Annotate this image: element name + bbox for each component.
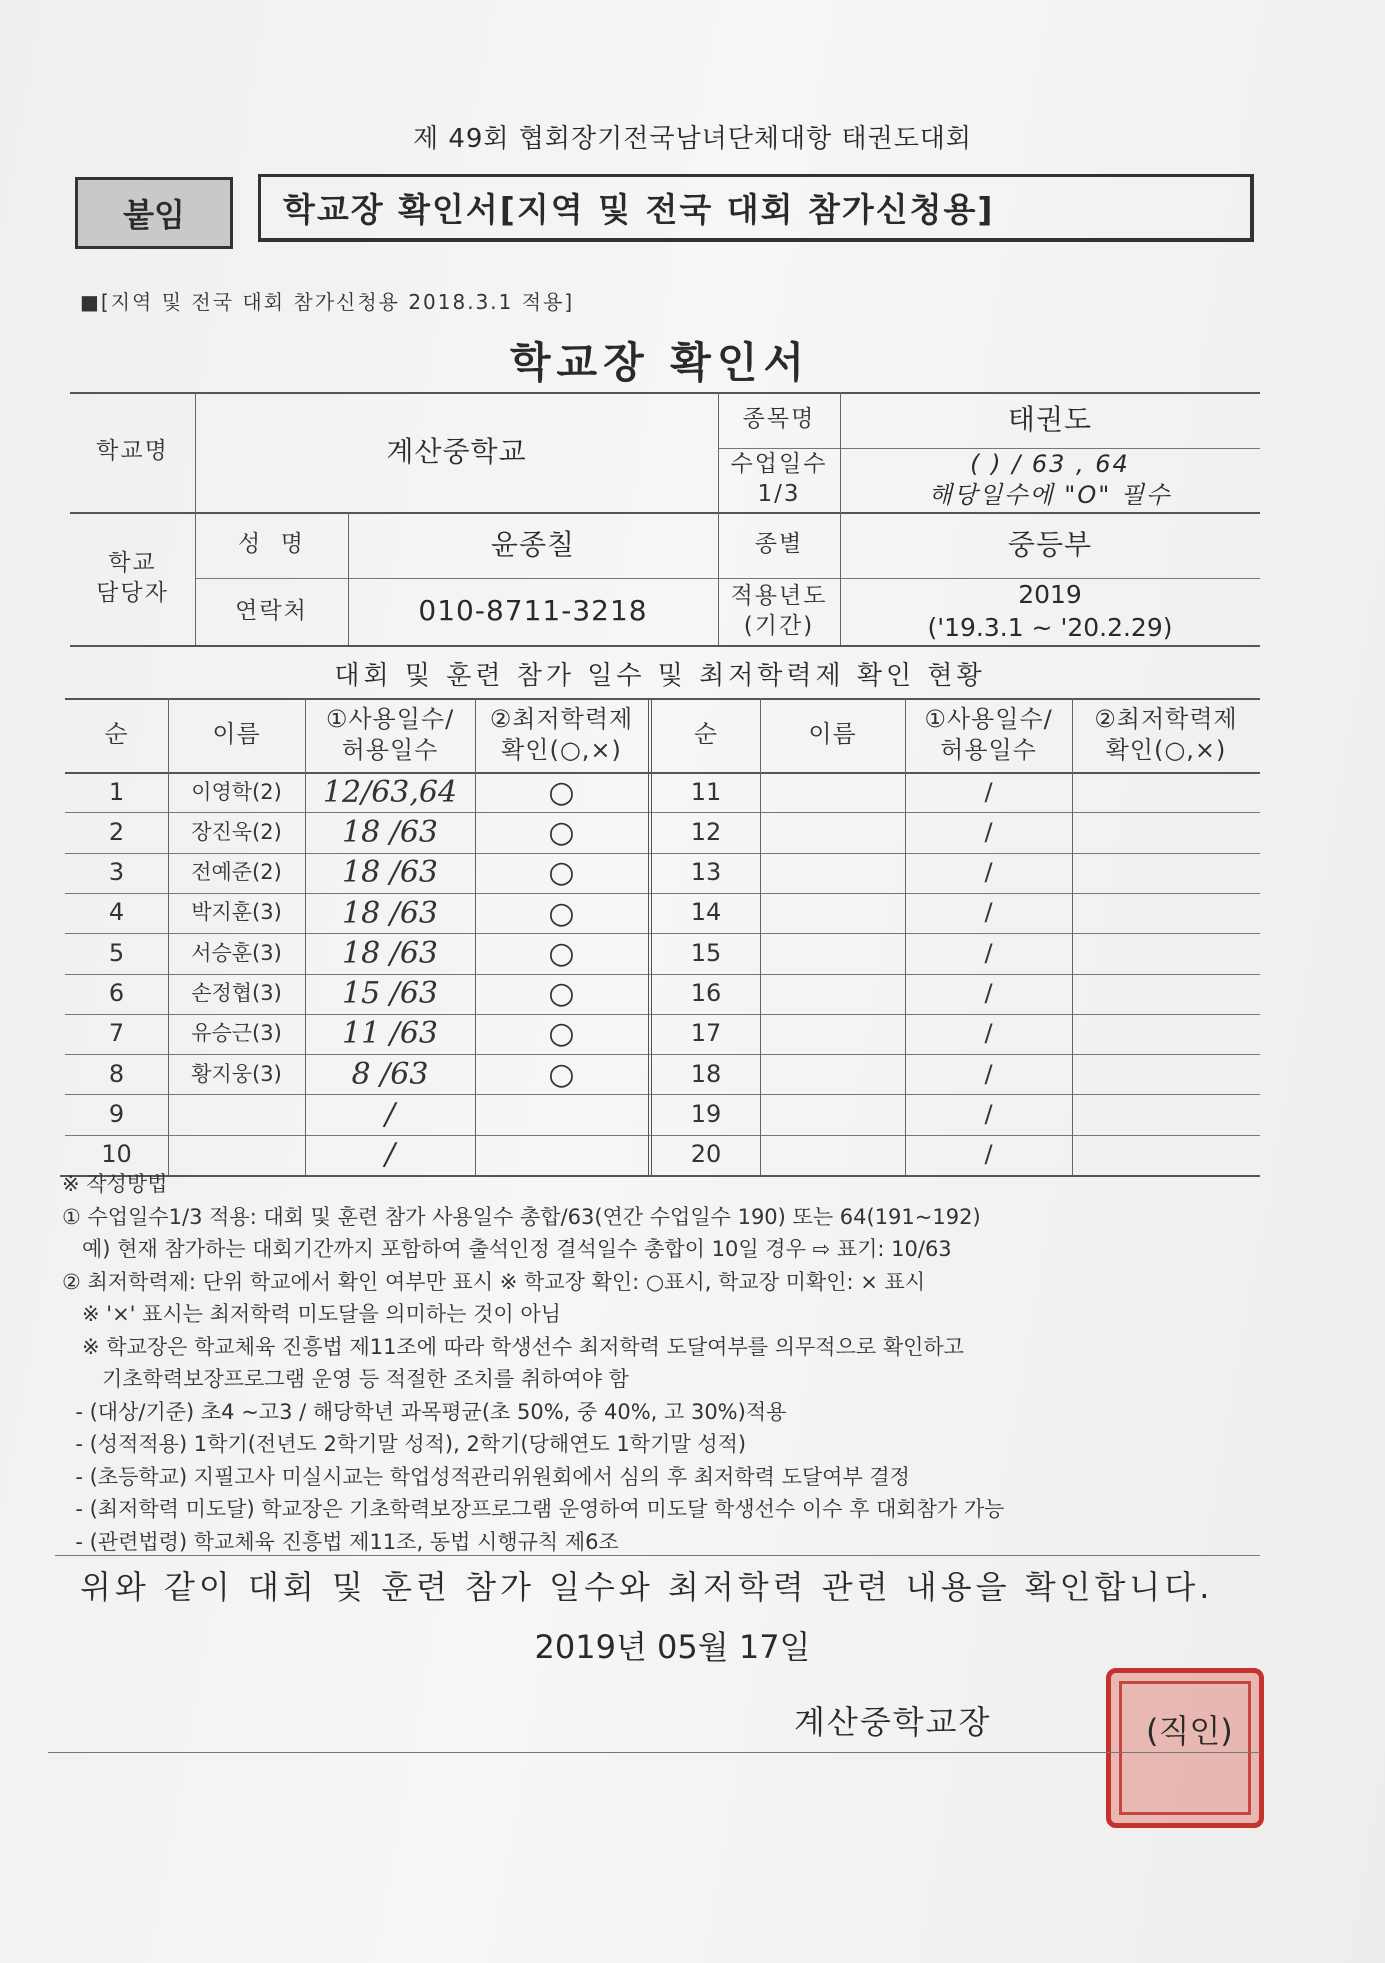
days-value xyxy=(840,448,1260,512)
left-row-4-no: 4 xyxy=(108,898,125,927)
left-row-8-name: 황지웅(3) xyxy=(191,1061,282,1086)
right-row-8-name xyxy=(760,1054,905,1094)
header-days-right xyxy=(905,698,1072,772)
header-days xyxy=(305,698,475,772)
right-row-5-name xyxy=(760,933,905,973)
left-row-7-days: 11 /63 xyxy=(342,1016,438,1052)
header-no: 순 xyxy=(104,720,129,749)
right-row-6-check xyxy=(1072,974,1260,1014)
right-row-7-no: 17 xyxy=(690,1019,722,1048)
left-row-5-no: 5 xyxy=(108,938,125,967)
right-row-8-check xyxy=(1072,1054,1260,1094)
right-row-6-name xyxy=(760,974,905,1014)
year-label xyxy=(718,578,840,645)
days-label-line2: 1/3 xyxy=(757,481,801,507)
writing-instructions xyxy=(62,1168,1272,1558)
left-row-5-days: 18 /63 xyxy=(342,935,438,971)
year-value xyxy=(840,578,1260,645)
year-label-line2: (기간) xyxy=(743,612,815,639)
main-title: 학교장 확인서 xyxy=(509,338,811,387)
left-row-8-check: ○ xyxy=(548,1056,575,1092)
left-row-6-no: 6 xyxy=(108,979,125,1008)
right-row-5-days: / xyxy=(984,938,993,967)
right-row-8-no: 18 xyxy=(690,1059,722,1088)
right-row-3-days: / xyxy=(984,858,993,887)
right-row-3-check xyxy=(1072,853,1260,893)
note-line: 예) 현재 참가하는 대회기간까지 포함하여 출석인정 결석일수 총합이 10일 경우 ⇨ 표기: 10/63 xyxy=(62,1237,952,1261)
right-row-5-check xyxy=(1072,933,1260,973)
note-line: - (성적적용) 1학기(전년도 2학기말 성적), 2학기(당해연도 1학기말 성적) xyxy=(62,1432,747,1456)
left-row-2-days: 18 /63 xyxy=(342,814,438,850)
right-row-1-no: 11 xyxy=(690,777,722,806)
left-row-1-no: 1 xyxy=(108,777,125,806)
header-no-right: 순 xyxy=(693,720,719,749)
left-row-9-check xyxy=(475,1094,648,1134)
manager-label-line2: 담당자 xyxy=(96,579,169,606)
left-row-2-no: 2 xyxy=(108,817,125,846)
right-row-8-days: / xyxy=(984,1059,993,1088)
left-row-1-name: 이영학(2) xyxy=(191,779,282,804)
event-value: 태권도 xyxy=(1007,402,1093,436)
header-days-line2: 허용일수 xyxy=(341,736,439,764)
right-row-4-check xyxy=(1072,893,1260,933)
right-row-5-no: 15 xyxy=(690,938,722,967)
left-row-10-days: / xyxy=(384,1137,396,1173)
right-row-9-days: / xyxy=(984,1099,993,1128)
left-row-4-name: 박지훈(3) xyxy=(191,900,282,925)
right-row-2-name xyxy=(760,812,905,852)
right-row-1-days: / xyxy=(984,777,993,806)
note-line: ② 최저학력제: 단위 학교에서 확인 여부만 표시 ※ 학교장 확인: ○표시, 학교장 미확인: × 표시 xyxy=(62,1269,926,1294)
info-line-bottom xyxy=(70,645,1260,647)
note-line: - (대상/기준) 초4 ~고3 / 해당학년 과목평균(초 50%, 중 40%, 고 30%)적용 xyxy=(62,1399,787,1424)
left-row-2-name: 장진욱(2) xyxy=(191,819,282,844)
footer-line xyxy=(48,1752,1260,1753)
right-row-7-days: / xyxy=(984,1019,993,1048)
left-row-3-check: ○ xyxy=(548,855,575,891)
left-row-7-name: 유승근(3) xyxy=(191,1021,282,1046)
note-line: - (관련법령) 학교체육 진흥법 제11조, 동법 시행규칙 제6조 xyxy=(62,1529,619,1554)
contact-value: 010-8711-3218 xyxy=(418,594,648,628)
manager-label xyxy=(70,512,195,645)
division-value: 중등부 xyxy=(1007,527,1093,561)
right-row-1-check xyxy=(1072,772,1260,812)
left-row-9-name xyxy=(168,1094,305,1134)
header-check-right-line2: 확인(○,×) xyxy=(1105,736,1227,764)
school-label: 학교명 xyxy=(96,438,169,465)
left-row-5-check: ○ xyxy=(548,935,575,971)
left-row-6-days: 15 /63 xyxy=(342,976,438,1012)
attachment-tag: 붙임 xyxy=(75,177,233,249)
days-label-line1: 수업일수 xyxy=(730,451,828,478)
event-label: 종목명 xyxy=(742,406,816,433)
right-row-9-name xyxy=(760,1094,905,1134)
year-value-line2: ('19.3.1 ~ '20.2.29) xyxy=(927,612,1173,642)
header-days-right-line1: ①사용일수/ xyxy=(924,704,1053,733)
left-row-7-check: ○ xyxy=(548,1016,575,1052)
header-days-right-line2: 허용일수 xyxy=(940,736,1037,764)
days-label xyxy=(718,448,840,512)
name-value: 윤종칠 xyxy=(490,527,576,561)
event-title: 제 49회 협회장기전국남녀단체대항 태권도대회 xyxy=(412,124,973,154)
right-row-2-days: / xyxy=(984,817,993,846)
note-line: - (최저학력 미도달) 학교장은 기초학력보장프로그램 운영하여 미도달 학생선수 이수 후 대회참가 가능 xyxy=(62,1497,1005,1521)
right-row-3-no: 13 xyxy=(690,858,722,887)
header-check xyxy=(475,698,648,772)
left-row-4-days: 18 /63 xyxy=(342,895,438,931)
right-row-7-check xyxy=(1072,1014,1260,1054)
left-row-2-check: ○ xyxy=(548,814,575,850)
note-line: ※ 학교장은 학교체육 진흥법 제11조에 따라 학생선수 최저학력 도달여부를 의무적으로 확인하고 xyxy=(62,1334,964,1359)
header-days-line1: ①사용일수/ xyxy=(325,704,455,733)
left-row-1-days: 12/63,64 xyxy=(322,774,458,810)
header-check-line2: 확인(○,×) xyxy=(501,736,622,764)
note-line: ※ '×' 표시는 최저학력 미도달을 의미하는 것이 아님 xyxy=(62,1302,561,1326)
principal-signature-line: 계산중학교장 xyxy=(794,1703,992,1741)
right-row-10-no: 20 xyxy=(690,1140,722,1169)
seal-label: (직인) xyxy=(1146,1712,1233,1750)
left-row-6-name: 손정협(3) xyxy=(191,981,282,1005)
notes-divider xyxy=(55,1555,1260,1556)
right-row-6-days: / xyxy=(984,979,993,1008)
right-row-9-check xyxy=(1072,1094,1260,1134)
left-row-10-no: 10 xyxy=(101,1140,132,1169)
header-check-right xyxy=(1072,698,1260,772)
right-row-4-days: / xyxy=(984,898,993,927)
left-row-9-no: 9 xyxy=(108,1099,125,1128)
left-row-3-name: 전예준(2) xyxy=(191,860,282,885)
days-value-line2: 해당일수에 "O" 필수 xyxy=(928,481,1172,509)
right-row-6-no: 16 xyxy=(690,979,722,1008)
right-row-1-name xyxy=(760,772,905,812)
year-value-line1: 2019 xyxy=(1018,580,1082,609)
note-line: ※ 작성방법 xyxy=(62,1172,168,1196)
header-name-right: 이름 xyxy=(808,720,857,749)
right-row-9-no: 19 xyxy=(690,1099,722,1128)
section-title: 대회 및 훈련 참가 일수 및 최저학력제 확인 현황 xyxy=(334,661,986,691)
issue-date: 2019년 05월 17일 xyxy=(534,1628,811,1666)
note-line: - (초등학교) 지필고사 미실시교는 학업성적관리위원회에서 심의 후 최저학력 도달여부 결정 xyxy=(62,1464,910,1489)
manager-label-line1: 학교 xyxy=(108,549,157,576)
left-row-6-check: ○ xyxy=(548,976,575,1012)
left-row-4-check: ○ xyxy=(548,895,575,931)
right-row-4-no: 14 xyxy=(690,898,722,927)
right-row-10-days: / xyxy=(984,1140,993,1169)
header-check-line1: ②최저학력제 xyxy=(489,704,634,733)
left-row-3-days: 18 /63 xyxy=(342,855,438,891)
right-row-2-check xyxy=(1072,812,1260,852)
days-value-line1: ( ) / 63 , 64 xyxy=(970,449,1130,478)
header-name: 이름 xyxy=(212,720,261,749)
confirmation-statement: 위와 같이 대회 및 훈련 참가 일수와 최저학력 관련 내용을 확인합니다. xyxy=(80,1568,1214,1606)
left-row-7-no: 7 xyxy=(108,1019,125,1048)
division-label: 종별 xyxy=(754,531,804,558)
note-line: 기초학력보장프로그램 운영 등 적절한 조치를 취하여야 함 xyxy=(62,1367,629,1391)
left-row-1-check: ○ xyxy=(548,774,575,810)
left-row-8-days: 8 /63 xyxy=(351,1056,429,1092)
year-label-line1: 적용년도 xyxy=(730,582,828,609)
right-row-7-name xyxy=(760,1014,905,1054)
right-row-3-name xyxy=(760,853,905,893)
name-label: 성 명 xyxy=(237,531,306,558)
left-row-3-no: 3 xyxy=(108,858,125,887)
application-note: ■[지역 및 전국 대회 참가신청용 2018.3.1 적용] xyxy=(80,290,575,314)
left-row-5-name: 서승훈(3) xyxy=(191,940,282,965)
form-title-box xyxy=(258,174,1254,242)
right-row-4-name xyxy=(760,893,905,933)
school-value: 계산중학교 xyxy=(386,434,527,468)
contact-label: 연락처 xyxy=(235,597,308,624)
left-row-8-no: 8 xyxy=(108,1059,125,1088)
header-check-right-line1: ②최저학력제 xyxy=(1094,704,1238,733)
form-title: 학교장 확인서[지역 및 전국 대회 참가신청용] xyxy=(283,190,995,229)
note-line: ① 수업일수1/3 적용: 대회 및 훈련 참가 사용일수 총합/63(연간 수업일수 190) 또는 64(191~192) xyxy=(62,1204,981,1229)
right-row-2-no: 12 xyxy=(690,817,722,846)
left-row-9-days: / xyxy=(384,1097,396,1133)
